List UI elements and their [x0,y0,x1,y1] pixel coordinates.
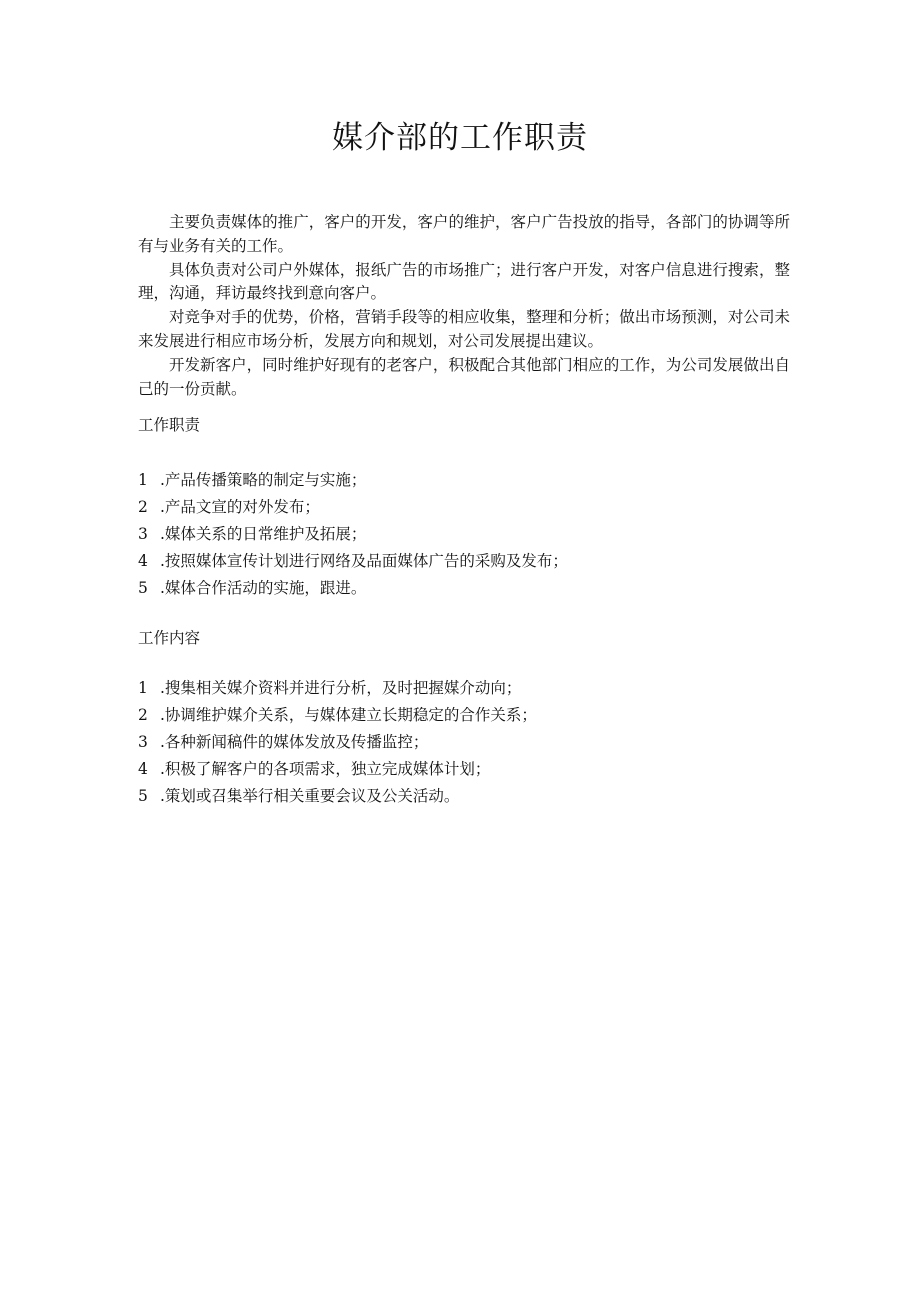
intro-paragraph: 主要负责媒体的推广，客户的开发，客户的维护，客户广告投放的指导，各部门的协调等所有与业务有关的工作。 [138,213,790,255]
list-item-number: 4 [138,759,148,778]
list-item-text: .产品文宣的对外发布； [160,497,320,516]
list-item-text: .积极了解客户的各项需求，独立完成媒体计划； [160,759,491,778]
list-item [138,756,818,783]
list-item-number: 2 [138,705,148,724]
list-item-number: 3 [138,524,148,543]
intro-paragraph: 对竞争对手的优势，价格，营销手段等的相应收集，整理和分析；做出市场预测，对公司未来发展进行相应市场分析，发展方向和规划，对公司发展提出建议。 [138,308,790,350]
list-item-text: .按照媒体宣传计划进行网络及品面媒体广告的采购及发布； [160,551,568,570]
list-item [138,783,818,810]
list-item-number: 5 [138,786,148,805]
list-item [138,521,818,548]
list-item-text: .媒体合作活动的实施，跟进。 [160,578,367,597]
content-list [138,675,818,810]
list-item-text: .产品传播策略的制定与实施； [160,471,367,489]
list-item-number: 3 [138,732,148,751]
duties-list [138,467,818,602]
list-item [138,729,818,756]
list-item-number: 4 [138,551,148,570]
intro-section [138,211,790,401]
section-heading-content: 工作内容 [138,629,201,647]
list-item-text: .协调维护媒介关系，与媒体建立长期稳定的合作关系； [160,705,537,724]
document-title: 媒介部的工作职责 [332,120,588,156]
list-item [138,494,818,521]
intro-paragraph: 开发新客户，同时维护好现有的老客户，积极配合其他部门相应的工作，为公司发展做出自己的一份贡献。 [138,355,790,398]
list-item-number: 5 [138,578,148,597]
list-item-number: 2 [138,497,148,516]
list-item-number: 1 [138,679,148,697]
list-item-text: .媒体关系的日常维护及拓展； [160,524,367,543]
intro-paragraph: 具体负责对公司户外媒体，报纸广告的市场推广；进行客户开发，对客户信息进行搜索，整理，沟通，拜访最终找到意向客户。 [138,260,790,303]
list-item [138,467,818,494]
section-heading-duties: 工作职责 [138,416,201,434]
list-item-text: .策划或召集举行相关重要会议及公关活动。 [160,786,460,805]
list-item [138,548,818,575]
list-item [138,702,818,729]
list-item-text: .搜集相关媒介资料并进行分析，及时把握媒介动向； [160,679,522,697]
list-item [138,575,818,602]
list-item-text: .各种新闻稿件的媒体发放及传播监控； [160,732,429,751]
list-item [138,675,818,702]
list-item-number: 1 [138,471,148,489]
